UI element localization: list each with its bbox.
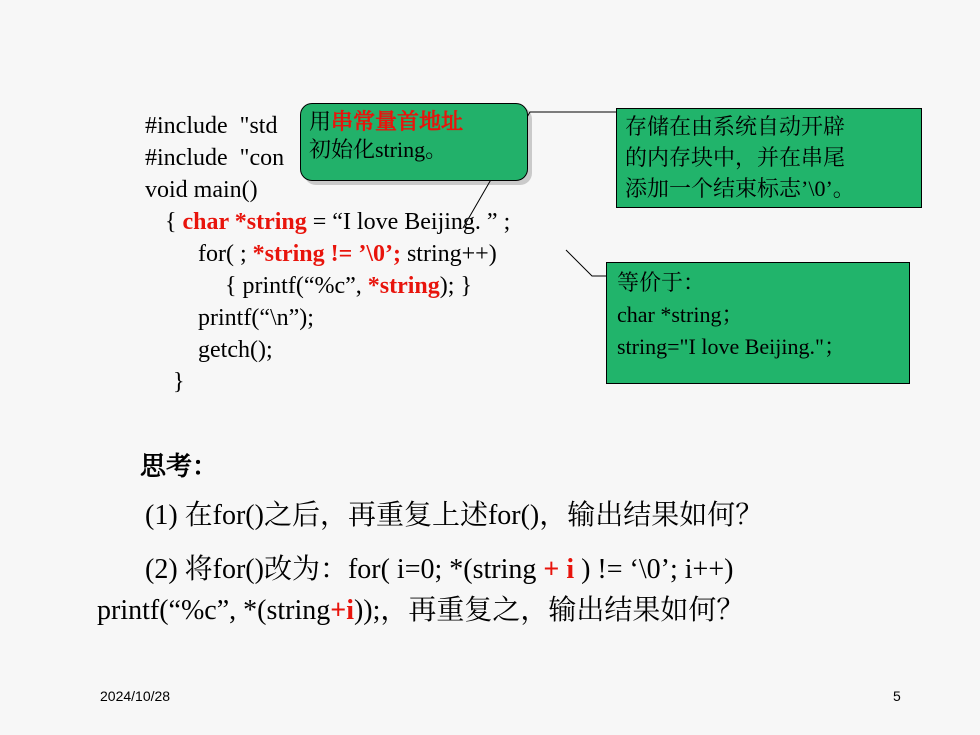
code-line-main: void main() — [145, 177, 258, 203]
code-line-declare — [165, 206, 510, 238]
code-text: { printf(“%c”, — [225, 273, 368, 299]
callout-equivalent — [606, 262, 910, 384]
question-2-continued — [97, 591, 744, 631]
code-text: = “I love Beijing. ” ; — [306, 209, 511, 235]
think-heading: 思考： — [140, 452, 219, 482]
callout-string-constant — [300, 103, 528, 181]
callout-emphasis: 串常量首地址 — [331, 109, 464, 134]
code-line-for — [198, 238, 497, 270]
callout-line — [309, 108, 519, 136]
page-number: 5 — [893, 688, 901, 704]
code-line-close-brace: } — [173, 369, 185, 395]
callout-memory-note — [616, 108, 922, 208]
callout-line: 存储在由系统自动开辟 — [625, 114, 846, 139]
code-highlight: char *string — [182, 209, 307, 235]
callout-line: 的内存块中，并在串尾 — [625, 145, 846, 170]
callout-line: char *string； — [617, 302, 744, 327]
code-text: for( ; — [198, 241, 253, 267]
code-highlight: *string — [367, 273, 440, 299]
question-2 — [145, 550, 733, 590]
code-highlight: *string != ’\0’; — [252, 241, 401, 267]
question-highlight: + i — [543, 554, 575, 585]
callout-text: 用 — [309, 109, 332, 134]
code-line-printf-char — [225, 270, 472, 302]
code-text: ); } — [439, 273, 472, 299]
callout-line: 添加一个结束标志’\0’。 — [625, 176, 855, 201]
callout-line: string="I love Beijing."； — [617, 334, 846, 359]
code-line-include-2: #include "con — [145, 145, 285, 171]
question-1: (1) 在for()之后，再重复上述for()，输出结果如何？ — [145, 500, 764, 531]
code-text: { — [165, 209, 183, 235]
footer-date: 2024/10/28 — [100, 688, 171, 704]
code-line-getch: getch(); — [198, 337, 273, 363]
code-line-include-1: #include "std — [145, 113, 278, 139]
question-text: ));，再重复之，输出结果如何？ — [353, 595, 745, 626]
callout-line: 等价于： — [617, 270, 706, 295]
callout-line: 初始化string。 — [309, 137, 448, 162]
code-text: string++) — [400, 241, 497, 267]
question-highlight: +i — [330, 595, 354, 626]
code-line-printf-newline: printf(“\n”); — [198, 305, 314, 331]
question-text: printf(“%c”, *(string — [97, 595, 331, 626]
connector-line-2 — [566, 250, 606, 276]
question-text: ) != ‘\0’; i++) — [574, 554, 734, 585]
question-text: (2) 将for()改为：for( i=0; *(string — [145, 554, 544, 585]
